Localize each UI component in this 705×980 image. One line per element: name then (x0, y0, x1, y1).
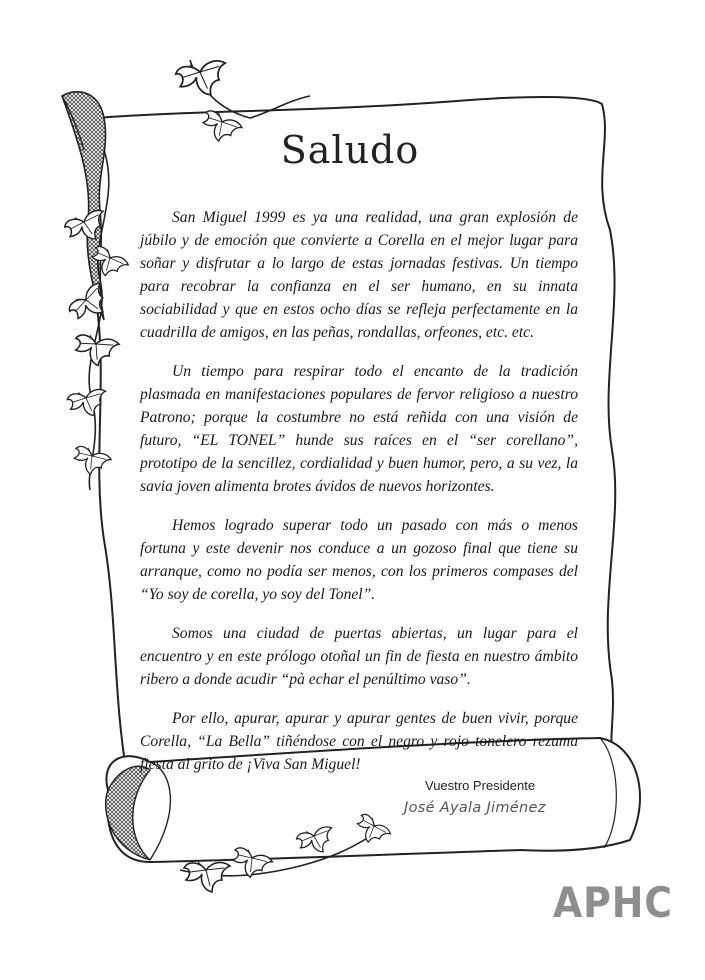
page-title: Saludo (280, 128, 420, 172)
signature-name: José Ayala Jiménez (404, 800, 546, 816)
letter-body (140, 206, 578, 792)
signature-title: Vuestro Presidente (425, 778, 536, 793)
watermark-logo: APHC (553, 878, 673, 927)
paragraph: Por ello, apurar, apurar y apurar gentes de buen vivir, porque Corella, “La Bella” tiñéndose con el negro y rojo tonelero rezuma fiesta al grito de ¡Viva San Miguel! (140, 710, 578, 773)
paragraph: Somos una ciudad de puertas abiertas, un lugar para el encuentro y en este prólogo otoñal un fin de fiesta en nuestro ámbito ribero a donde acudir “pà echar el penúltimo vaso”. (140, 625, 578, 688)
paragraph: San Miguel 1999 es ya una realidad, una gran explosión de júbilo y de emoción que convierte a Corella en el mejor lugar para soñar y disfrutar a lo largo de estas jornadas festivas. Un tiempo para recobrar la confianza en el ser humano, en su innata sociabilidad y que en estos ocho días se refleja perfectamente en la cuadrilla de amigos, en las peñas, rondallas, orfeones, etc. etc. (140, 209, 578, 341)
paragraph: Un tiempo para respirar todo el encanto de la tradición plasmada en manifestaciones populares de fervor religioso a nuestro Patrono; porque la costumbre no está reñida con una visión de futuro, “EL TONEL” hunde sus raíces en el “ser corellano”, prototipo de la sencillez, cordialidad y buen humor, pero, a su vez, la savia joven alimenta brotes ávidos de nuevos horizontes. (140, 363, 578, 495)
paragraph: Hemos logrado superar todo un pasado con más o menos fortuna y este devenir nos conduce a un gozoso final que tiene su arranque, como no podía ser menos, con los primeros compases del “Yo soy de corella, yo soy del Tonel”. (140, 517, 578, 603)
